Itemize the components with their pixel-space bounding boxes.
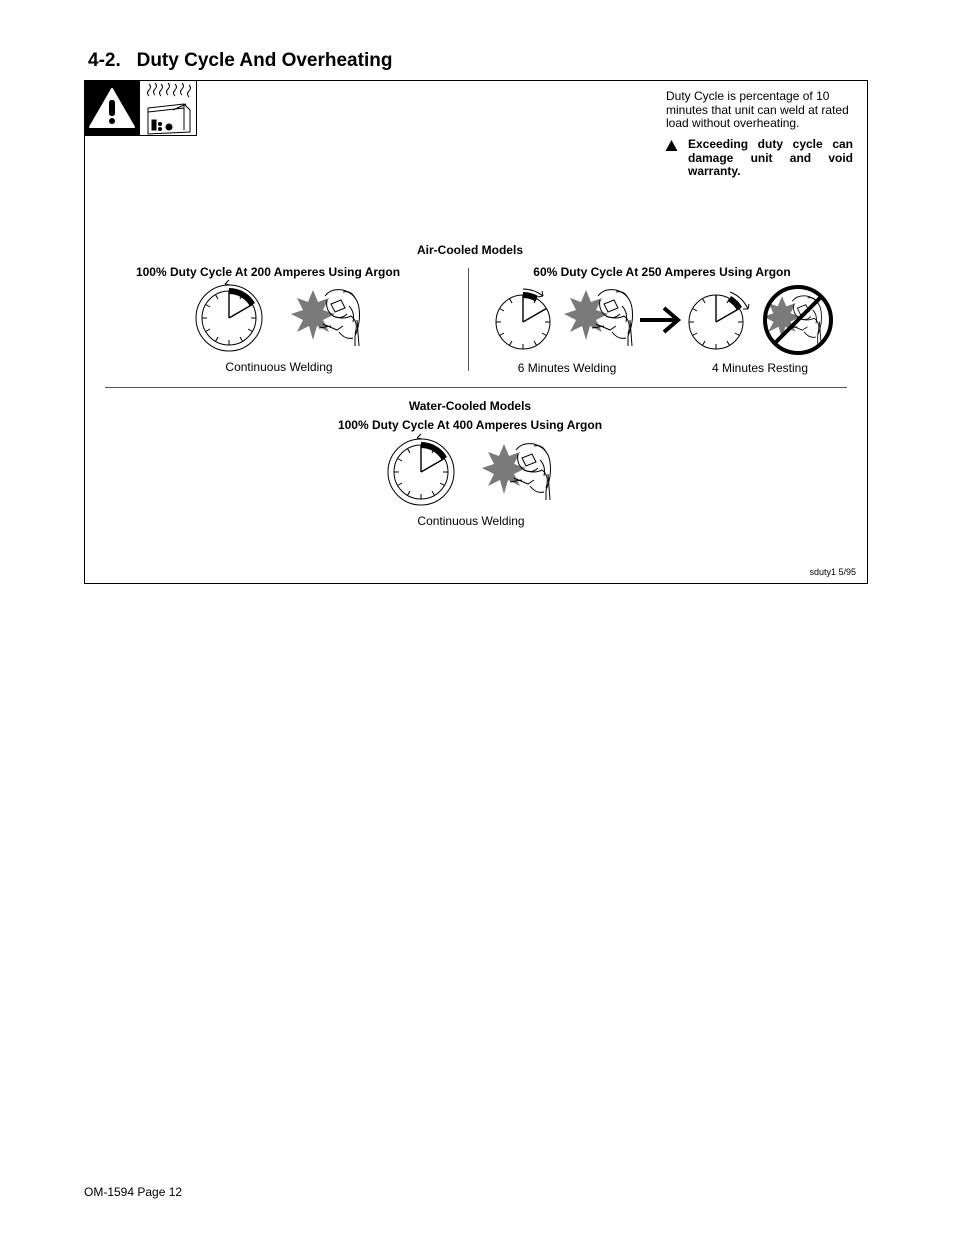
air-cooled-60-title: 60% Duty Cycle At 250 Amperes Using Argon [533, 265, 791, 279]
clock-icon [196, 280, 262, 351]
water-cooled-title: Water-Cooled Models [408, 399, 532, 413]
clock-icon [388, 434, 454, 505]
clock-icon [496, 289, 550, 349]
figure-code: sduty1 5/95 [809, 567, 856, 577]
welder-icon [291, 290, 360, 346]
resting-minutes-caption: 4 Minutes Resting [711, 361, 809, 375]
continuous-welding-caption: Continuous Welding [417, 514, 525, 528]
water-cooled-100-title: 100% Duty Cycle At 400 Amperes Using Argon [337, 418, 603, 432]
arrow-right-icon [640, 308, 678, 332]
air-cooled-100-title: 100% Duty Cycle At 200 Amperes Using Argon [135, 265, 401, 279]
section-number: 4-2. [88, 50, 121, 71]
continuous-welding-caption: Continuous Welding [225, 360, 333, 374]
welder-icon [482, 444, 551, 500]
no-welding-icon [763, 287, 831, 353]
section-title: Duty Cycle And Overheating [136, 50, 393, 71]
duty-cycle-definition: Duty Cycle is percentage of 10 minutes that unit can weld at rated load without overheating. [666, 89, 849, 130]
duty-cycle-illustrations [0, 0, 954, 600]
welder-icon [564, 290, 633, 346]
welding-minutes-caption: 6 Minutes Welding [517, 361, 617, 375]
page-footer: OM-1594 Page 12 [84, 1185, 183, 1199]
air-cooled-title: Air-Cooled Models [416, 243, 523, 257]
warning-statement: Exceeding duty cycle can damage unit and void warranty. [688, 137, 853, 178]
clock-icon [689, 292, 749, 349]
